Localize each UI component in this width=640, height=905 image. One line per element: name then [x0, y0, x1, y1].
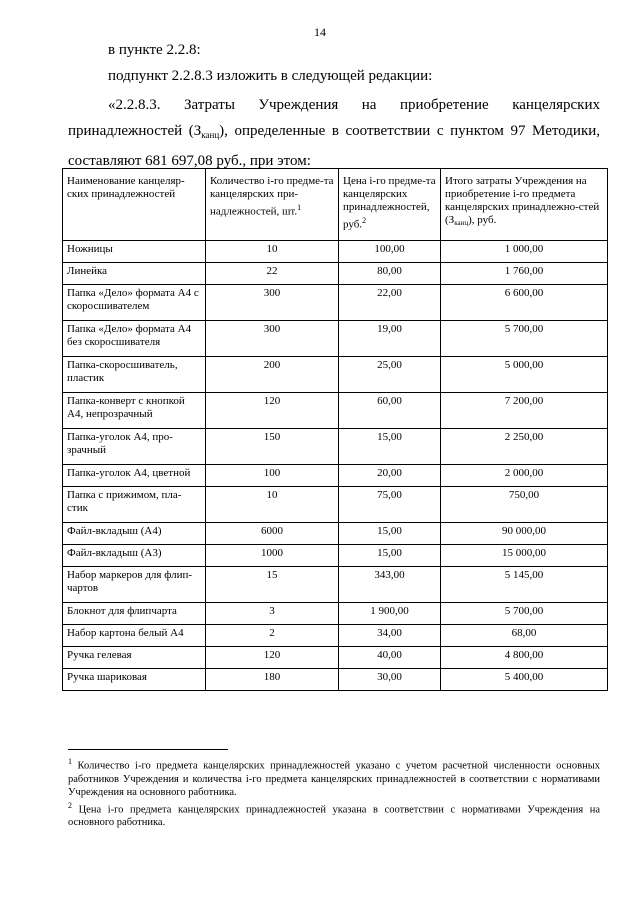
table-row: [63, 487, 608, 523]
cell-price: 19,00: [339, 321, 441, 357]
paragraph-first-line: [68, 92, 600, 118]
table-row: [63, 465, 608, 487]
word: «2.2.8.3.: [108, 97, 161, 113]
cell-name: Папка-уголок А4, про-зрачный: [63, 429, 206, 465]
header-total: [441, 169, 608, 241]
cell-quantity: 300: [206, 285, 339, 321]
cell-total: 15 000,00: [441, 545, 608, 567]
cell-quantity: 6000: [206, 523, 339, 545]
table-row: [63, 241, 608, 263]
cell-total: 1 760,00: [441, 263, 608, 285]
cell-name: Набор картона белый А4: [63, 625, 206, 647]
cell-total: 2 250,00: [441, 429, 608, 465]
cell-name: Папка-скоросшиватель, пластик: [63, 357, 206, 393]
word: на: [361, 97, 377, 113]
cell-quantity: 180: [206, 669, 339, 691]
subpoint-line: подпункт 2.2.8.3 изложить в следующей редакции:: [108, 68, 433, 84]
subscript: канц: [201, 130, 220, 140]
table-row: [63, 647, 608, 669]
page-number: 14: [314, 25, 326, 39]
cell-name: Папка-конверт с кнопкой А4, непрозрачный: [63, 393, 206, 429]
footnote-mark: 1: [68, 757, 72, 766]
cell-price: 20,00: [339, 465, 441, 487]
footnote-text: Цена i-го предмета канцелярских принадлежностей указана в соответствии с нормативами Учреждения на основного работника.: [68, 804, 601, 828]
cell-price: 22,00: [339, 285, 441, 321]
table-row: [63, 603, 608, 625]
footnote-text: Количество i-го предмета канцелярских принадлежностей указано с учетом расчетной численности основных работников Учреждения и количества i-го предмета канцелярских принадлежностей в соответствии с нормативами Учреждения на основного работника.: [68, 760, 601, 798]
cell-total: 750,00: [441, 487, 608, 523]
cell-total: 2 000,00: [441, 465, 608, 487]
cell-name: Ручка гелевая: [63, 647, 206, 669]
cell-name: Набор маркеров для флип-чартов: [63, 567, 206, 603]
word: приобретение: [399, 97, 489, 113]
cell-price: 40,00: [339, 647, 441, 669]
table-row: [63, 263, 608, 285]
cell-quantity: 150: [206, 429, 339, 465]
footnote-ref: 1: [297, 203, 302, 212]
cell-price: 343,00: [339, 567, 441, 603]
cell-total: 1 000,00: [441, 241, 608, 263]
subscript: канц: [454, 219, 469, 227]
cell-price: 75,00: [339, 487, 441, 523]
cell-total: 5 400,00: [441, 669, 608, 691]
footnote-mark: 2: [68, 800, 72, 810]
cell-price: 15,00: [339, 429, 441, 465]
cell-price: 15,00: [339, 523, 441, 545]
cell-price: 80,00: [339, 263, 441, 285]
word: канцелярских: [512, 97, 600, 113]
header-price: [339, 169, 441, 241]
table-row: [63, 545, 608, 567]
cell-quantity: 120: [206, 647, 339, 669]
cell-quantity: 10: [206, 487, 339, 523]
cell-price: 1 900,00: [339, 603, 441, 625]
word: Учреждения: [258, 97, 339, 113]
cell-quantity: 100: [206, 465, 339, 487]
cell-total: 5 000,00: [441, 357, 608, 393]
header-quantity: [206, 169, 339, 241]
cell-total: 6 600,00: [441, 285, 608, 321]
header-text: Наименование канцеляр-ских принадлежностей: [67, 175, 185, 200]
footnote-2: [68, 799, 600, 830]
text: ), определенные в соответствии с пунктом 97 Методики,: [219, 123, 601, 139]
cell-name: Файл-вкладыш (А4): [63, 523, 206, 545]
cell-total: 90 000,00: [441, 523, 608, 545]
cell-quantity: 120: [206, 393, 339, 429]
header-name: [63, 169, 206, 241]
cell-quantity: 10: [206, 241, 339, 263]
cell-price: 30,00: [339, 669, 441, 691]
cell-total: 5 700,00: [441, 603, 608, 625]
table-row: [63, 669, 608, 691]
cell-quantity: 300: [206, 321, 339, 357]
footnote-divider: [68, 749, 228, 750]
cell-quantity: 15: [206, 567, 339, 603]
header-text: Количество i-го предме-та канцелярских при-надлежностей, шт.: [210, 175, 334, 218]
cell-price: 60,00: [339, 393, 441, 429]
footnote-1: [68, 755, 600, 799]
cell-name: Папка-уголок А4, цветной: [63, 465, 206, 487]
cell-total: 5 700,00: [441, 321, 608, 357]
cell-total: 68,00: [441, 625, 608, 647]
cell-name: Файл-вкладыш (А3): [63, 545, 206, 567]
cell-name: Папка с прижимом, пла-стик: [63, 487, 206, 523]
paragraph-2-2-8-3: [68, 92, 600, 174]
cell-quantity: 1000: [206, 545, 339, 567]
table-header-row: [63, 169, 608, 241]
header-text: Итого затраты Учреждения на приобретение i-го предмета канцелярских принадлежно-стей (З: [445, 175, 600, 226]
cell-quantity: 3: [206, 603, 339, 625]
cell-price: 25,00: [339, 357, 441, 393]
cell-name: Папка «Дело» формата А4 с скоросшивателем: [63, 285, 206, 321]
table-row: [63, 625, 608, 647]
paragraph-second-line: [68, 118, 600, 148]
footnote-ref: 2: [362, 216, 367, 225]
cell-name: Блокнот для флипчарта: [63, 603, 206, 625]
cell-quantity: 22: [206, 263, 339, 285]
footnotes: [68, 755, 600, 829]
table-row: [63, 321, 608, 357]
table-row: [63, 357, 608, 393]
table-row: [63, 567, 608, 603]
supplies-table: [62, 168, 608, 691]
paragraph-third-line: составляют 681 697,08 руб., при этом:: [68, 153, 311, 169]
cell-total: 5 145,00: [441, 567, 608, 603]
cell-name: Ножницы: [63, 241, 206, 263]
cell-name: Папка «Дело» формата А4 без скоросшивателя: [63, 321, 206, 357]
cell-price: 34,00: [339, 625, 441, 647]
cell-quantity: 2: [206, 625, 339, 647]
header-text: Цена i-го предме-та канцелярских принадлежностей, руб.: [343, 175, 436, 231]
table-row: [63, 393, 608, 429]
intro-line: в пункте 2.2.8:: [108, 42, 201, 58]
cell-total: 7 200,00: [441, 393, 608, 429]
word: Затраты: [183, 97, 235, 113]
cell-name: Линейка: [63, 263, 206, 285]
table-row: [63, 523, 608, 545]
cell-total: 4 800,00: [441, 647, 608, 669]
header-text: ), руб.: [468, 214, 497, 226]
cell-quantity: 200: [206, 357, 339, 393]
cell-price: 15,00: [339, 545, 441, 567]
table-row: [63, 285, 608, 321]
cell-price: 100,00: [339, 241, 441, 263]
cell-name: Ручка шариковая: [63, 669, 206, 691]
table-row: [63, 429, 608, 465]
text: принадлежностей (З: [68, 123, 202, 139]
